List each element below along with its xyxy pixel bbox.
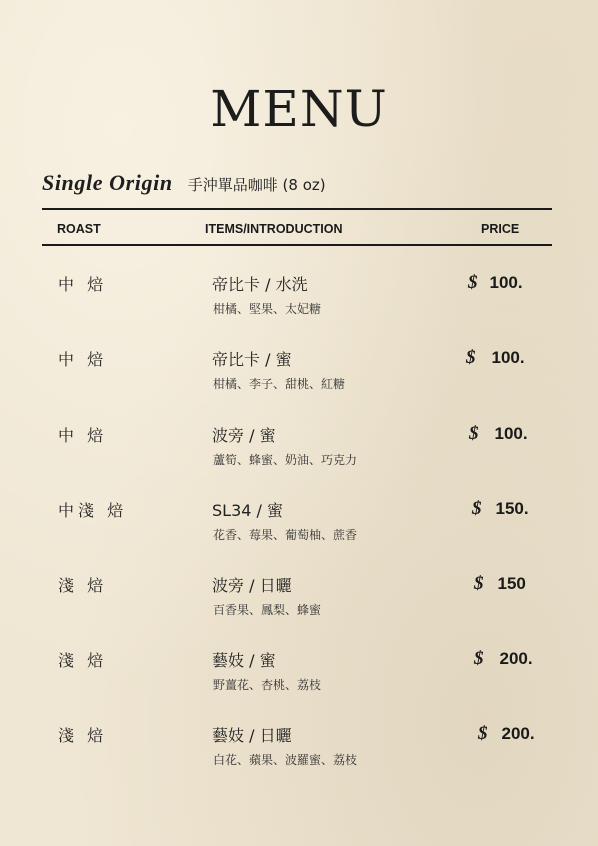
currency-symbol: $ (474, 648, 484, 669)
currency-symbol: $ (469, 423, 479, 444)
item-price (478, 723, 535, 745)
column-header-roast: ROAST (57, 222, 101, 236)
item-name: 帝比卡 / 蜜 (212, 350, 292, 369)
item-price (468, 272, 523, 294)
currency-symbol: $ (466, 347, 476, 368)
roast-level: 中淺 焙 (58, 501, 128, 520)
roast-level: 淺 焙 (58, 576, 108, 595)
item-name: 藝妓 / 日曬 (212, 726, 292, 745)
price-value: 100. (494, 424, 528, 443)
currency-symbol: $ (472, 498, 482, 519)
item-price (469, 423, 528, 445)
item-name: 波旁 / 日曬 (212, 576, 292, 595)
item-description: 柑橘、李子、甜桃、紅糖 (213, 377, 346, 391)
price-value: 150. (495, 499, 529, 518)
item-description: 野薑花、杏桃、荔枝 (213, 678, 322, 692)
menu-item (0, 648, 598, 708)
column-header-price: PRICE (481, 222, 520, 236)
price-value: 100. (489, 273, 523, 292)
price-value: 150 (497, 574, 526, 593)
price-value: 100. (491, 348, 525, 367)
currency-symbol: $ (478, 723, 488, 744)
header-rule-top (42, 208, 552, 210)
column-header-items: ITEMS/INTRODUCTION (205, 222, 343, 236)
menu-item (0, 723, 598, 783)
item-name: 藝妓 / 蜜 (212, 651, 276, 670)
menu-item (0, 347, 598, 407)
item-description: 柑橘、堅果、太妃糖 (213, 302, 322, 316)
item-name: 波旁 / 蜜 (212, 426, 276, 445)
menu-item (0, 423, 598, 483)
price-value: 200. (499, 649, 533, 668)
item-price (474, 648, 533, 670)
roast-level: 淺 焙 (58, 726, 108, 745)
section-title-zh: 手沖單品咖啡 (8 oz) (187, 176, 326, 194)
header-rule-bottom (42, 244, 552, 246)
menu-item (0, 498, 598, 558)
item-description: 白花、蘋果、波羅蜜、荔枝 (213, 753, 358, 767)
roast-level: 中 焙 (58, 426, 108, 445)
item-name: 帝比卡 / 水洗 (212, 275, 308, 294)
menu-item (0, 573, 598, 633)
menu-item (0, 272, 598, 332)
item-description: 百香果、鳳梨、蜂蜜 (213, 603, 322, 617)
item-description: 花香、莓果、葡萄柚、蔗香 (213, 528, 358, 542)
currency-symbol: $ (468, 272, 478, 293)
currency-symbol: $ (474, 573, 484, 594)
item-price (472, 498, 529, 520)
item-price (474, 573, 526, 595)
roast-level: 中 焙 (58, 275, 108, 294)
section-header (42, 170, 326, 196)
section-title-en: Single Origin (42, 170, 173, 195)
item-name: SL34 / 蜜 (212, 501, 283, 520)
menu-title: MENU (210, 80, 388, 138)
price-value: 200. (501, 724, 535, 743)
roast-level: 中 焙 (58, 350, 108, 369)
roast-level: 淺 焙 (58, 651, 108, 670)
item-price (466, 347, 525, 369)
item-description: 蘆筍、蜂蜜、奶油、巧克力 (213, 453, 358, 467)
